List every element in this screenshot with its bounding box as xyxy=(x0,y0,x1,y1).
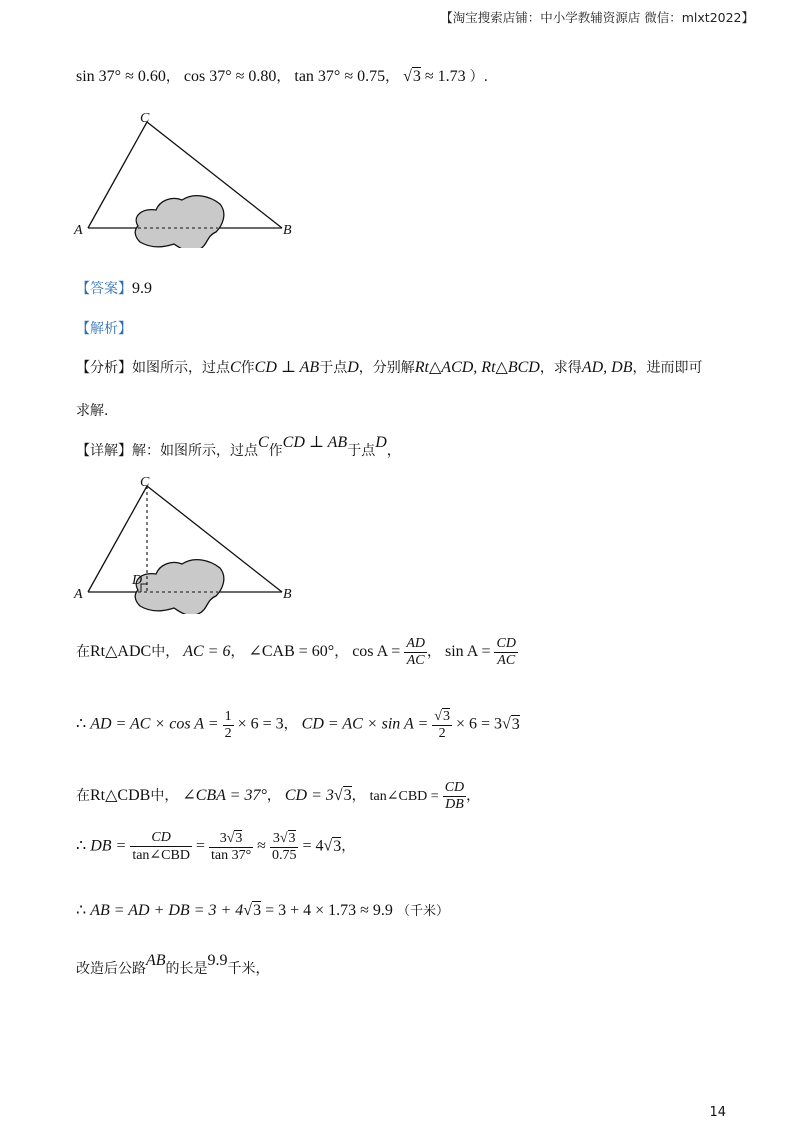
xiangjie-text-4: ， xyxy=(386,443,401,459)
fenxi-triangles: Rt△ACD, Rt△BCD xyxy=(414,359,540,376)
given-cos: cos 37° ≈ 0.80 xyxy=(183,68,277,85)
step3-pre: 在 xyxy=(76,788,90,805)
page-header: 【淘宝搜索店铺：中小学教辅资源店 微信：mlxt2022】 xyxy=(440,10,754,25)
given-sin: sin 37° ≈ 0.60 xyxy=(76,68,166,85)
step2-cd-radicand: 3 xyxy=(511,715,520,733)
fenxi-segments: AD, DB xyxy=(581,359,633,376)
step2-root3-fraction: $\frac{√3}{2}$ xyxy=(434,709,450,741)
answer-tag: 【答案】 xyxy=(76,281,132,297)
fenxi-text-4: ，分别解 xyxy=(358,360,415,376)
given-values-line: sin 37° ≈ 0.60， cos 37° ≈ 0.80， tan 37° ≈ 0.75， √3 ≈ 1.73 ）. xyxy=(76,68,489,85)
step-2: ∴ AD = AC × cos A = $\frac{1}{2}$ × 6 = 3， CD = AC × sin A = $\frac{√3}{2}$ × 6 = 3√3 xyxy=(76,708,520,741)
given-tan: tan 37° ≈ 0.75 xyxy=(294,68,386,85)
step5-unit: （千米） xyxy=(396,904,449,919)
fenxi-point-d: D xyxy=(347,359,359,376)
fig2-label-d: D xyxy=(132,573,143,588)
xiangjie-perp: CD ⊥ AB xyxy=(282,434,348,451)
step4-fraction-3: $\frac{3√3}{0.75}$ xyxy=(271,831,297,863)
fenxi-point-c: C xyxy=(230,359,241,376)
fenxi-text-1: 如图所示，过点 xyxy=(132,360,230,376)
sqrt-icon: √ xyxy=(333,787,343,805)
xiangjie-point-d: D xyxy=(375,434,387,451)
step3-mid: 中， xyxy=(150,788,179,805)
fenxi-text-5: ，求得 xyxy=(539,360,582,376)
step1-triangle: Rt△ADC xyxy=(90,643,152,661)
step-4: ∴ DB = $\frac{CD}{\text{tan∠CBD}}$ = $\frac{3√3}{\tan 37^\circ}$ ≈ $\frac{3√3}{0.75}$ = 4√3， xyxy=(76,830,356,863)
fenxi-text-6: ，进而即可 xyxy=(632,360,703,376)
step3-triangle: Rt△CDB xyxy=(90,787,151,805)
given-sqrt3-radicand: 3 xyxy=(412,68,421,85)
step1-sin-lhs: sin A = xyxy=(445,643,491,661)
answer-value: 9.9 xyxy=(132,280,152,297)
fig1-label-c: C xyxy=(140,111,150,126)
step5-expr2: = 3 + 4 × 1.73 ≈ 9.9 xyxy=(265,902,393,919)
given-sqrt3: ≈ 1.73 xyxy=(424,68,466,85)
step1-cos-lhs: cos A = xyxy=(352,643,401,661)
step2-cd: CD = AC × sin A = xyxy=(301,715,429,733)
fig1-label-a: A xyxy=(74,223,83,238)
step1-pre: 在 xyxy=(76,644,90,661)
xiangjie-text-2: 作 xyxy=(268,443,283,459)
therefore-icon: ∴ xyxy=(76,837,87,855)
step5-expr: AB = AD + DB = 3 + 4 xyxy=(90,902,244,919)
answer-line xyxy=(76,278,152,298)
conclusion xyxy=(76,952,270,978)
fig1-lake-blob xyxy=(135,196,224,248)
step-3: 在Rt△CDB中， ∠CBA = 37°， CD = 3√3， tan∠CBD = $\frac{CD}{DB}$ ， xyxy=(76,780,481,812)
step2-ad-rest: × 6 = 3 xyxy=(237,715,284,733)
step1-cos-fraction: $\frac{AD}{AC}$ xyxy=(406,636,425,668)
step1-angle: ∠CAB = 60° xyxy=(248,643,335,661)
step4-approx: ≈ xyxy=(257,837,266,855)
figure-2 xyxy=(70,474,310,614)
sqrt-icon: √ xyxy=(243,902,253,919)
sqrt-icon: √ xyxy=(502,715,511,733)
fenxi-text-3: 于点 xyxy=(319,360,348,376)
fig1-label-b: B xyxy=(283,223,292,238)
step1-sin-fraction: $\frac{CD}{AC}$ xyxy=(496,636,516,668)
fenxi-perp: CD ⊥ AB xyxy=(254,359,320,376)
conclusion-text-3: 千米， xyxy=(227,961,270,977)
step1-ac: AC = 6 xyxy=(183,643,231,661)
conclusion-text-2: 的长是 xyxy=(165,961,208,977)
xiangjie-tag: 【详解】 xyxy=(76,443,132,459)
xiangjie-text-3: 于点 xyxy=(347,443,376,459)
step3-tan-fraction: $\frac{CD}{DB}$ xyxy=(444,780,465,812)
step-5 xyxy=(76,900,449,920)
step3-cd: CD = 3 xyxy=(284,787,334,805)
step1-sep: ， xyxy=(230,644,245,661)
therefore-icon: ∴ xyxy=(76,902,87,919)
step4-end: ， xyxy=(341,838,356,855)
step3-cd-radicand: 3 xyxy=(343,787,352,805)
figure-1 xyxy=(70,108,310,248)
conclusion-ab: AB xyxy=(146,952,166,969)
step3-angle: ∠CBA = 37° xyxy=(182,787,267,805)
page-number: 14 xyxy=(709,1105,726,1120)
step1-mid: 中， xyxy=(151,644,180,661)
step4-fraction-1: $\frac{CD}{\text{tan∠CBD}}$ xyxy=(132,830,190,863)
step2-ad: AD = AC × cos A = xyxy=(90,715,219,733)
given-end: ）. xyxy=(469,69,489,85)
step2-half-fraction: $\frac{1}{2}$ xyxy=(224,708,232,741)
sqrt-icon: √ xyxy=(403,68,412,85)
fenxi-tag: 【分析】 xyxy=(76,360,132,376)
step4-fraction-2: $\frac{3√3}{\tan 37^\circ}$ xyxy=(210,831,252,863)
analysis-tag: 【解析】 xyxy=(76,321,132,337)
step5-radicand: 3 xyxy=(253,902,262,919)
fig2-lake-blob xyxy=(135,560,224,614)
fenxi-text-2: 作 xyxy=(240,360,255,376)
conclusion-text-1: 改造后公路 xyxy=(76,961,146,977)
step3-tan-lhs: tan∠CBD = xyxy=(369,789,439,805)
step4-eq: = 4 xyxy=(302,837,324,855)
step2-cd-rest: × 6 = 3 xyxy=(455,715,503,733)
fig2-label-b: B xyxy=(283,587,292,602)
conclusion-value: 9.9 xyxy=(207,952,228,969)
step4-radicand: 3 xyxy=(333,837,342,855)
therefore-icon: ∴ xyxy=(76,715,87,733)
step4-db: DB = xyxy=(90,837,127,855)
xiangjie-text-1: 解：如图所示，过点 xyxy=(132,443,258,459)
fig1-line-ac xyxy=(88,122,147,228)
step-1: 在Rt△ADC中， AC = 6， ∠CAB = 60°， cos A = $\frac{AD}{AC}$ ， sin A = $\frac{CD}{AC}$ xyxy=(76,636,516,668)
fenxi-line-2: 求解. xyxy=(76,403,109,419)
xiangjie-point-c: C xyxy=(258,434,269,451)
sqrt-icon: √ xyxy=(323,837,333,855)
fig2-label-c: C xyxy=(140,475,150,490)
xiangjie-line xyxy=(76,434,401,460)
fenxi-line-1 xyxy=(76,357,702,377)
fig2-label-a: A xyxy=(74,587,83,602)
